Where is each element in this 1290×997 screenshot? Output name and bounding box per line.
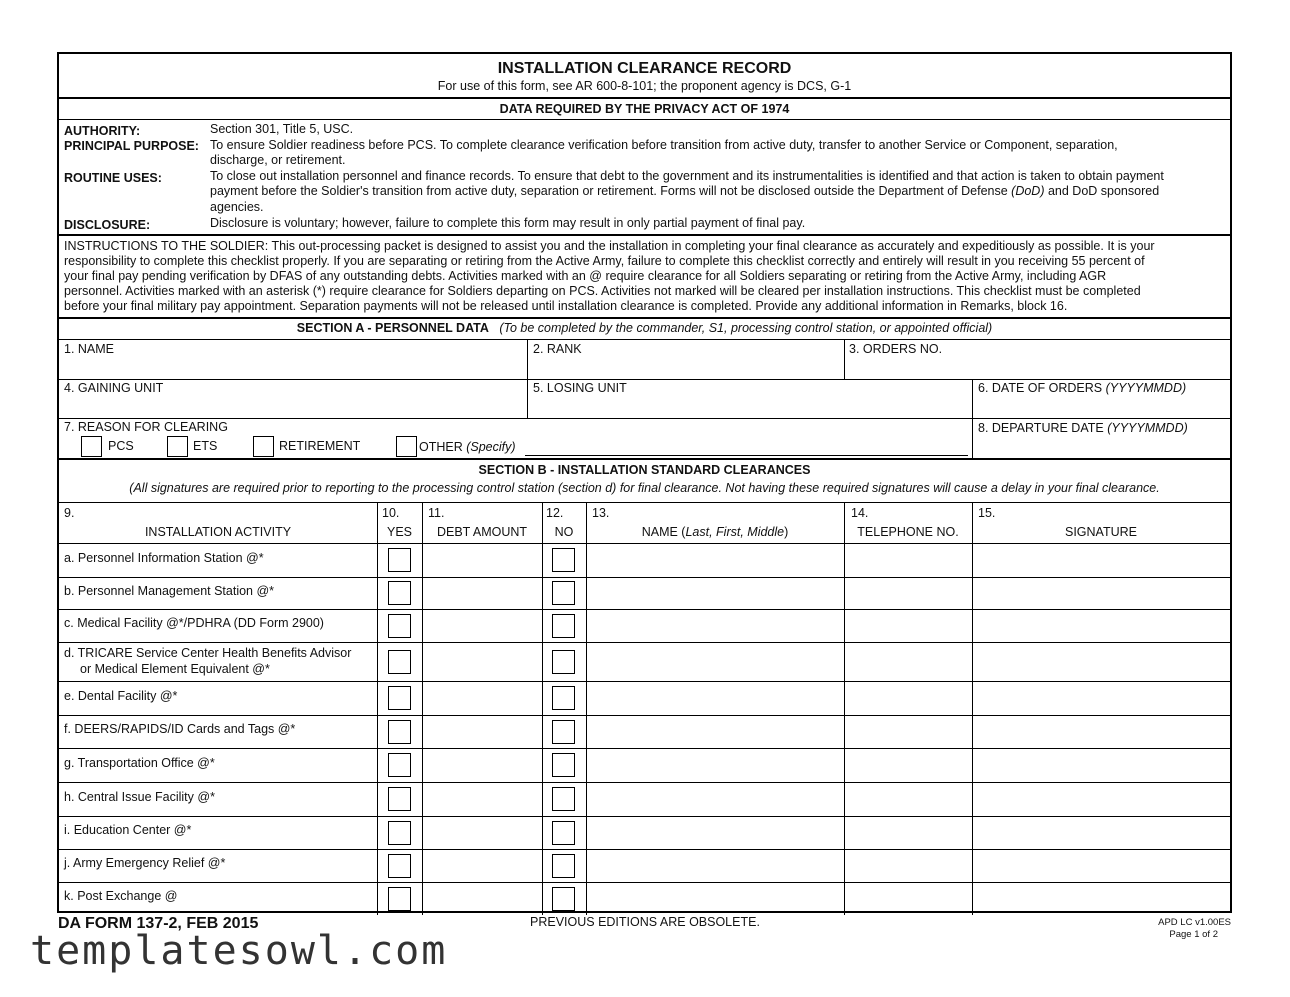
name-label: 1. NAME xyxy=(64,342,115,356)
authority-label: AUTHORITY: xyxy=(64,124,141,138)
col12-number: 12. xyxy=(546,506,564,520)
instructions-line-5: before your final military pay appointment. Separation payments will not be released until installation clearance is completed. Provide any additional information in Remarks, block 16. xyxy=(64,299,1068,313)
col-no: NO xyxy=(554,525,574,539)
page-number: Page 1 of 2 xyxy=(1169,929,1218,940)
no-checkbox[interactable] xyxy=(552,787,575,811)
telephone-field[interactable] xyxy=(845,544,972,576)
yes-checkbox[interactable] xyxy=(388,787,411,811)
col13-number: 13. xyxy=(592,506,610,520)
debt-amount-field[interactable] xyxy=(423,610,542,641)
debt-amount-field[interactable] xyxy=(423,850,542,881)
signature-field[interactable] xyxy=(973,749,1230,781)
telephone-field[interactable] xyxy=(845,716,972,747)
authority-text: Section 301, Title 5, USC. xyxy=(210,122,354,136)
purpose-text-1: To ensure Soldier readiness before PCS. To complete clearance verification before transition from active duty, transfer to another Service or Component, separation, xyxy=(210,138,1118,152)
orders-no-label: 3. ORDERS NO. xyxy=(849,342,943,356)
signature-field[interactable] xyxy=(973,643,1230,680)
activity-label: d. TRICARE Service Center Health Benefits Advisor xyxy=(64,646,352,660)
form-subtitle: For use of this form, see AR 600-8-101; the proponent agency is DCS, G-1 xyxy=(437,79,852,93)
privacy-title: DATA REQUIRED BY THE PRIVACY ACT OF 1974 xyxy=(499,102,790,116)
obsolete-notice: PREVIOUS EDITIONS ARE OBSOLETE. xyxy=(530,915,760,929)
signature-field[interactable] xyxy=(973,783,1230,815)
rank-label: 2. RANK xyxy=(533,342,582,356)
pcs-label: PCS xyxy=(108,439,134,453)
form-id: DA FORM 137-2, FEB 2015 xyxy=(58,915,259,932)
watermark: templatesowl.com xyxy=(30,928,448,974)
yes-checkbox[interactable] xyxy=(388,581,411,605)
purpose-text-2: discharge, or retirement. xyxy=(210,153,346,167)
signature-field[interactable] xyxy=(973,578,1230,608)
reason-label: 7. REASON FOR CLEARING xyxy=(64,420,228,434)
purpose-label: PRINCIPAL PURPOSE: xyxy=(64,139,199,153)
version-label: APD LC v1.00ES xyxy=(1158,917,1231,928)
name-field[interactable] xyxy=(587,783,844,815)
col-name: NAME (Last, First, Middle) xyxy=(641,525,789,539)
activity-label: k. Post Exchange @ xyxy=(64,889,178,903)
signature-field[interactable] xyxy=(973,610,1230,641)
debt-amount-field[interactable] xyxy=(423,783,542,815)
no-checkbox[interactable] xyxy=(552,686,575,710)
instructions-line-2: responsibility to complete this checklist properly. If you are separating or retiring from the Active Army, failure to complete this checklist correctly and entirely will result in you receiving 55 percent of xyxy=(64,254,1145,268)
col-yes: YES xyxy=(386,525,412,539)
col14-number: 14. xyxy=(851,506,869,520)
routine-text-2: payment before the Soldier's transition from active duty, separation or retirement. Forms will not be disclosed outside the Department of Defense (DoD) and DoD sponsored xyxy=(210,184,1160,198)
debt-amount-field[interactable] xyxy=(423,817,542,848)
instructions-line-1: INSTRUCTIONS TO THE SOLDIER: This out-processing packet is designed to assist you and the installation in completing your final clearance as accurately and expeditiously as possible. It is your xyxy=(64,239,1155,253)
section-b-subtitle: (All signatures are required prior to reporting to the processing control station (section d) for final clearance. Not having these required signatures will cause a delay in your final clearance. xyxy=(129,481,1160,495)
no-checkbox[interactable] xyxy=(552,753,575,777)
col-signature: SIGNATURE xyxy=(1065,525,1137,539)
telephone-field[interactable] xyxy=(845,682,972,714)
col15-number: 15. xyxy=(978,506,996,520)
name-field[interactable] xyxy=(587,578,844,608)
debt-amount-field[interactable] xyxy=(423,578,542,608)
debt-amount-field[interactable] xyxy=(423,883,542,914)
departure-date-label: 8. DEPARTURE DATE (YYYYMMDD) xyxy=(978,421,1188,435)
no-checkbox[interactable] xyxy=(552,720,575,744)
gaining-unit-label: 4. GAINING UNIT xyxy=(64,381,164,395)
retirement-label: RETIREMENT xyxy=(279,439,361,453)
activity-label: a. Personnel Information Station @* xyxy=(64,551,264,565)
telephone-field[interactable] xyxy=(845,817,972,848)
activity-label: h. Central Issue Facility @* xyxy=(64,790,215,804)
yes-checkbox[interactable] xyxy=(388,686,411,710)
other-specify-field[interactable] xyxy=(525,455,968,456)
col-telephone: TELEPHONE NO. xyxy=(857,525,959,539)
col9-number: 9. xyxy=(64,506,75,520)
no-checkbox[interactable] xyxy=(552,581,575,605)
name-field[interactable] xyxy=(587,682,844,714)
no-checkbox[interactable] xyxy=(552,821,575,845)
losing-unit-label: 5. LOSING UNIT xyxy=(533,381,627,395)
name-field[interactable] xyxy=(587,883,844,914)
telephone-field[interactable] xyxy=(845,643,972,680)
disclosure-label: DISCLOSURE: xyxy=(64,218,151,232)
telephone-field[interactable] xyxy=(845,578,972,608)
name-field[interactable] xyxy=(587,749,844,781)
activity-label: i. Education Center @* xyxy=(64,823,192,837)
col-installation-activity: INSTALLATION ACTIVITY xyxy=(144,525,292,539)
clearance-form xyxy=(57,52,1232,913)
name-field[interactable] xyxy=(587,850,844,881)
signature-field[interactable] xyxy=(973,682,1230,714)
instructions-line-4: personnel. Activities marked with an asterisk (*) require clearance for Soldiers departing on PCS. Activities not marked will be cleared per installation instructions. This checklist must be completed xyxy=(64,284,1141,298)
other-checkbox[interactable] xyxy=(396,436,417,457)
activity-label: f. DEERS/RAPIDS/ID Cards and Tags @* xyxy=(64,722,296,736)
name-field[interactable] xyxy=(587,610,844,641)
activity-label: c. Medical Facility @*/PDHRA (DD Form 2900) xyxy=(64,616,324,630)
yes-checkbox[interactable] xyxy=(388,854,411,878)
signature-field[interactable] xyxy=(973,544,1230,576)
activity-label-line2: or Medical Element Equivalent @* xyxy=(80,662,270,676)
name-field[interactable] xyxy=(587,817,844,848)
signature-field[interactable] xyxy=(973,817,1230,848)
no-checkbox[interactable] xyxy=(552,548,575,572)
debt-amount-field[interactable] xyxy=(423,716,542,747)
yes-checkbox[interactable] xyxy=(388,720,411,744)
debt-amount-field[interactable] xyxy=(423,544,542,576)
signature-field[interactable] xyxy=(973,716,1230,747)
signature-field[interactable] xyxy=(973,883,1230,914)
no-checkbox[interactable] xyxy=(552,650,575,674)
instructions-line-3: your final pay pending verification by DFAS of any outstanding debts. Activities marked with an @ require clearance for all Soldiers separating or retiring from the Active Army, including AGR xyxy=(64,269,1107,283)
telephone-field[interactable] xyxy=(845,749,972,781)
routine-text-1: To close out installation personnel and finance records. To ensure that debt to the government and its instrumentalities is identified and that action is taken to obtain payment xyxy=(210,169,1164,183)
ets-checkbox[interactable] xyxy=(167,436,188,457)
section-b-title: SECTION B - INSTALLATION STANDARD CLEARANCES xyxy=(478,463,811,477)
activity-label: j. Army Emergency Relief @* xyxy=(64,856,226,870)
name-field[interactable] xyxy=(587,643,844,680)
activity-label: e. Dental Facility @* xyxy=(64,689,178,703)
date-of-orders-label: 6. DATE OF ORDERS (YYYYMMDD) xyxy=(978,381,1187,395)
ets-label: ETS xyxy=(193,439,218,453)
no-checkbox[interactable] xyxy=(552,854,575,878)
yes-checkbox[interactable] xyxy=(388,753,411,777)
pcs-checkbox[interactable] xyxy=(81,436,102,457)
retirement-checkbox[interactable] xyxy=(253,436,274,457)
disclosure-text: Disclosure is voluntary; however, failure to complete this form may result in only partial payment of final pay. xyxy=(210,216,806,230)
yes-checkbox[interactable] xyxy=(388,548,411,572)
telephone-field[interactable] xyxy=(845,610,972,641)
section-a-title: SECTION A - PERSONNEL DATA (To be completed by the commander, S1, processing control station, or appointed official) xyxy=(296,321,993,335)
no-checkbox[interactable] xyxy=(552,887,575,911)
routine-label: ROUTINE USES: xyxy=(64,171,162,185)
col-debt-amount: DEBT AMOUNT xyxy=(436,525,528,539)
debt-amount-field[interactable] xyxy=(423,643,542,680)
signature-field[interactable] xyxy=(973,850,1230,881)
name-field[interactable] xyxy=(587,544,844,576)
yes-checkbox[interactable] xyxy=(388,614,411,638)
yes-checkbox[interactable] xyxy=(388,887,411,911)
activity-label: b. Personnel Management Station @* xyxy=(64,584,275,598)
routine-text-3: agencies. xyxy=(210,200,264,214)
no-checkbox[interactable] xyxy=(552,614,575,638)
telephone-field[interactable] xyxy=(845,783,972,815)
col11-number: 11. xyxy=(428,506,445,520)
yes-checkbox[interactable] xyxy=(388,650,411,674)
other-label: OTHER (Specify) xyxy=(419,440,516,454)
name-field[interactable] xyxy=(587,716,844,747)
col10-number: 10. xyxy=(382,506,400,520)
debt-amount-field[interactable] xyxy=(423,682,542,714)
debt-amount-field[interactable] xyxy=(423,749,542,781)
activity-label: g. Transportation Office @* xyxy=(64,756,215,770)
telephone-field[interactable] xyxy=(845,850,972,881)
telephone-field[interactable] xyxy=(845,883,972,914)
form-title: INSTALLATION CLEARANCE RECORD xyxy=(497,60,792,77)
yes-checkbox[interactable] xyxy=(388,821,411,845)
